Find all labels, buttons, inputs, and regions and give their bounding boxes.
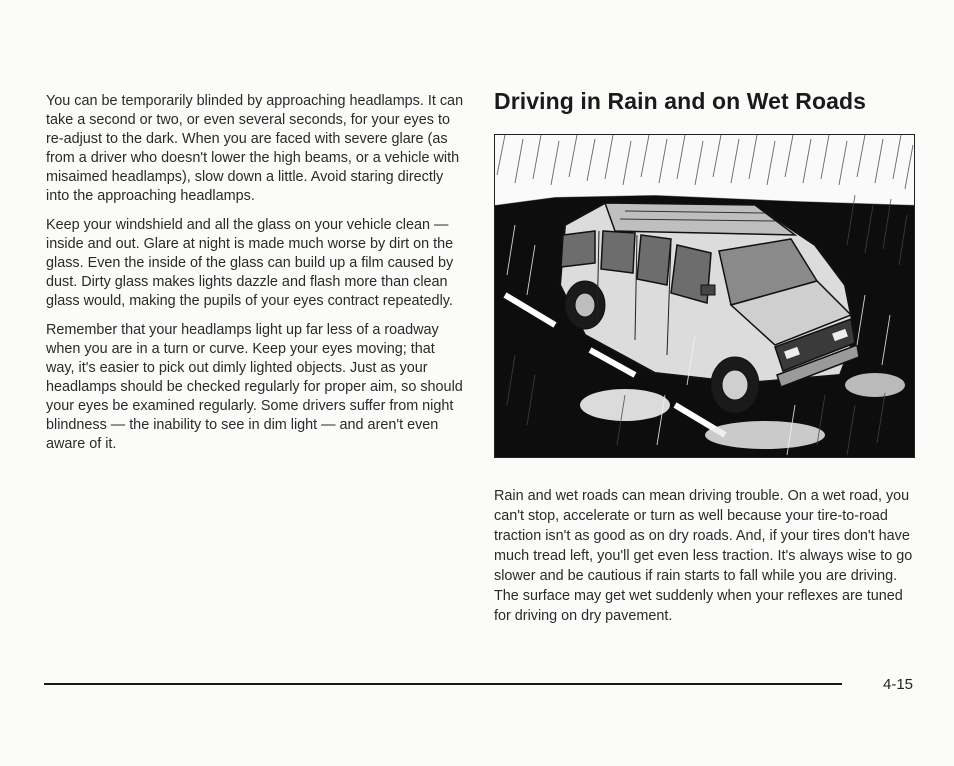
section-heading: Driving in Rain and on Wet Roads (494, 88, 867, 114)
paragraph-glare: You can be temporarily blinded by approaching headlamps. It can take a second or two, or even several seconds, for your eyes to re-adjust to the dark. When you are faced with severe glare (as from a driver who doesn't lower the high beams, or a vehicle with misaimed headlamps), slow down a little. Avoid staring directly into the approaching headlamps. (46, 93, 464, 204)
footer-rule (44, 683, 842, 685)
section-paragraph: Rain and wet roads can mean driving trouble. On a wet road, you can't stop, accelerate or turn as well because your tire-to-road traction isn't as good as on dry roads. And, if your tires don't have much tread left, you'll get even less traction. It's always wise to go slower and be cautious if rain starts to fall while you are driving. The surface may get wet suddenly when your reflexes are tuned for driving on dry pavement. (494, 488, 913, 624)
van-in-rain-illustration (494, 134, 915, 458)
paragraph-clean-glass: Keep your windshield and all the glass on your vehicle clean — inside and out. Glare at night is made much worse by dirt on the glass. Even the inside of the glass can build up a film caused by dust. Dirty glass makes lights dazzle and flash more than clean glass would, making the pupils of your eyes contract repeatedly. (46, 217, 454, 309)
left-column (46, 92, 466, 464)
paragraph-night-blindness: Remember that your headlamps light up far less of a roadway when you are in a turn or curve. Keep your eyes moving; that way, it's easier to pick out dimly lighted objects. Just as your headlamps should be checked regularly for proper aim, so should your eyes be examined regularly. Some drivers suffer from night blindness — the inability to see in dim light — and aren't even aware of it. (46, 322, 463, 452)
page-number: 4-15 (883, 676, 914, 693)
